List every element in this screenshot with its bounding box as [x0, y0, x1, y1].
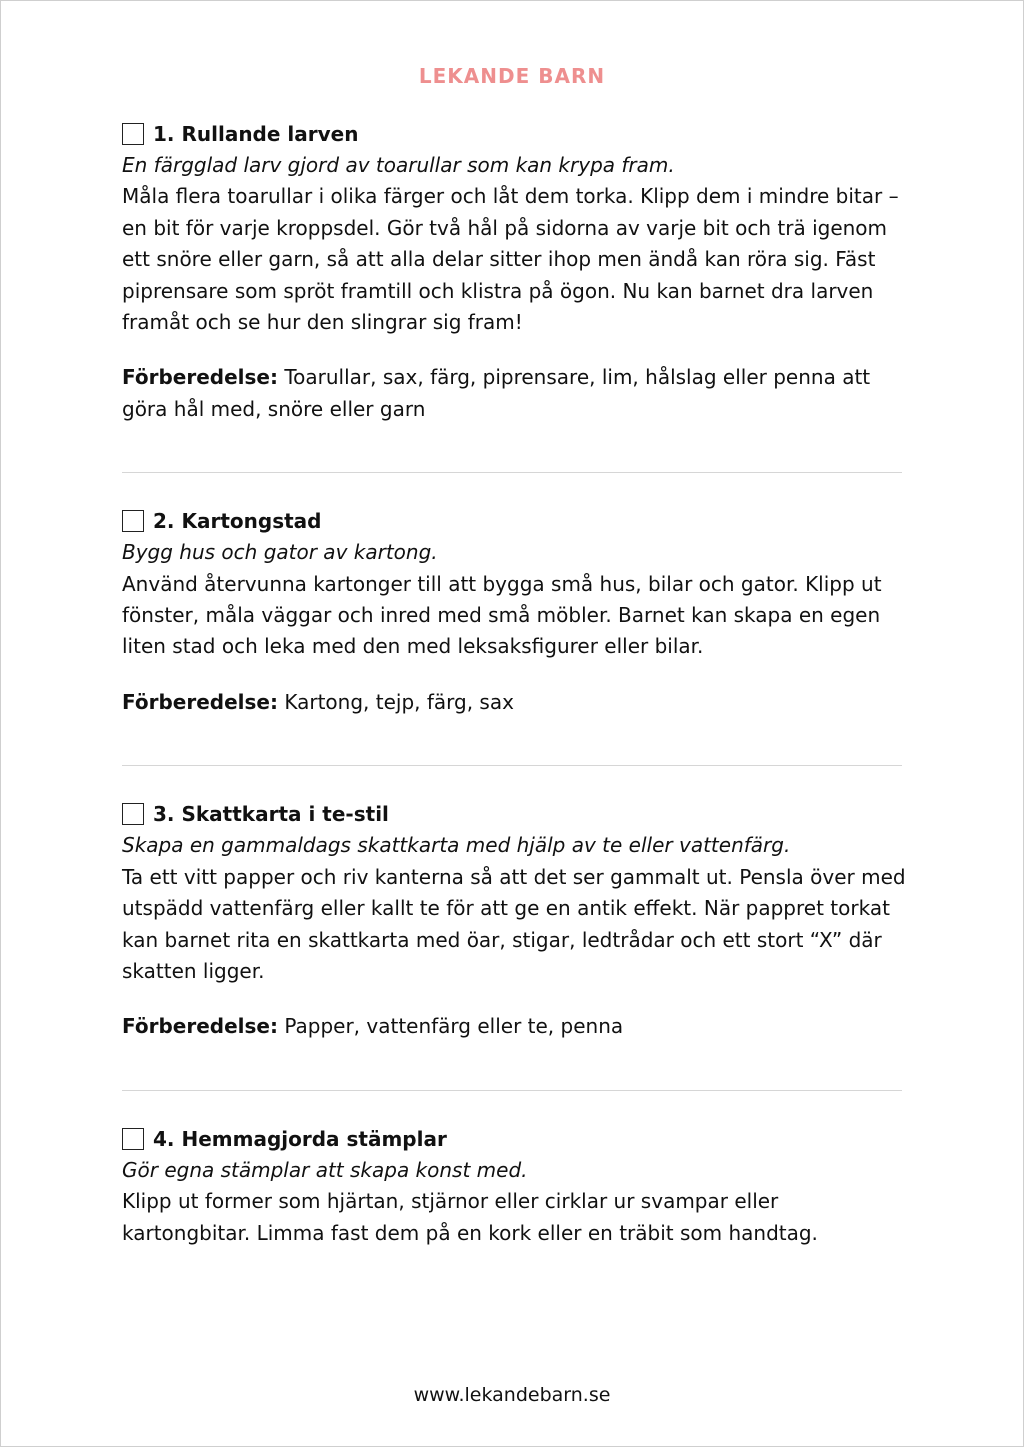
- brand-logo: LEKANDE BARN: [418, 64, 606, 88]
- preparation-label: Förberedelse:: [122, 689, 278, 714]
- preparation-text: Kartong, tejp, färg, sax: [284, 689, 514, 714]
- divider: [122, 1090, 902, 1091]
- activity-title: [122, 1123, 912, 1155]
- footer-url: www.lekandebarn.se: [413, 1384, 611, 1406]
- activity-preparation: [122, 362, 912, 425]
- activity-description: Ta ett vitt papper och riv kanterna så att det ser gammalt ut. Pensla över med utspädd vattenfärg eller kallt te för att ge en antik effekt. När pappret torkat kan barnet rita en skattkarta med öar, stigar, ledtrådar och ett stort “X” där skatten ligger.: [122, 864, 906, 983]
- checkbox-activity-2[interactable]: [122, 510, 144, 532]
- activity-preparation: [122, 687, 912, 718]
- preparation-text: Toarullar, sax, färg, piprensare, lim, hålslag eller penna att göra hål med, snöre eller garn: [122, 365, 871, 421]
- activity-title: [122, 118, 912, 150]
- activity-subtitle: Bygg hus och gator av kartong.: [122, 540, 438, 565]
- checkbox-activity-4[interactable]: [122, 1128, 144, 1150]
- activity-subtitle: Skapa en gammaldags skattkarta med hjälp av te eller vattenfärg.: [122, 833, 791, 858]
- activity-description: Använd återvunna kartonger till att bygga små hus, bilar och gator. Klipp ut fönster, måla väggar och inred med små möbler. Barnet kan skapa en egen liten stad och leka med den med leksaksfigurer eller bilar.: [122, 571, 882, 659]
- preparation-text: Papper, vattenfärg eller te, penna: [284, 1014, 624, 1039]
- activity-title-text: 4. Hemmagjorda stämplar: [153, 1126, 447, 1151]
- activity-title: [122, 505, 912, 537]
- activity-1: [122, 118, 912, 425]
- activity-title-text: 3. Skattkarta i te-stil: [153, 802, 389, 827]
- divider: [122, 472, 902, 473]
- activity-preparation: [122, 1011, 912, 1042]
- activity-subtitle: En färgglad larv gjord av toarullar som kan krypa fram.: [122, 153, 675, 177]
- activity-description: Måla flera toarullar i olika färger och låt dem torka. Klipp dem i mindre bitar – en bit för varje kroppsdel. Gör två hål på sidorna av varje bit och trä igenom ett snöre eller garn, så att alla delar sitter ihop men ändå kan röra sig. Fäst piprensare som spröt framtill och klistra på ögon. Nu kan barnet dra larven framåt och se hur den slingrar sig fram!: [122, 184, 899, 335]
- activity-subtitle: Gör egna stämplar att skapa konst med.: [122, 1157, 528, 1182]
- activity-title-text: 1. Rullande larven: [153, 122, 359, 146]
- activity-4: [122, 1123, 912, 1249]
- activity-2: [122, 505, 912, 718]
- activity-description: Klipp ut former som hjärtan, stjärnor eller cirklar ur svampar eller kartongbitar. Limma fast dem på en kork eller en träbit som handtag.: [122, 1189, 818, 1245]
- activity-list: [122, 118, 912, 1249]
- activity-title: [122, 798, 912, 830]
- preparation-label: Förberedelse:: [122, 365, 278, 390]
- preparation-label: Förberedelse:: [122, 1014, 278, 1039]
- checkbox-activity-1[interactable]: [122, 123, 144, 145]
- divider: [122, 765, 902, 766]
- activity-title-text: 2. Kartongstad: [153, 509, 322, 534]
- activity-3: [122, 798, 912, 1042]
- checkbox-activity-3[interactable]: [122, 803, 144, 825]
